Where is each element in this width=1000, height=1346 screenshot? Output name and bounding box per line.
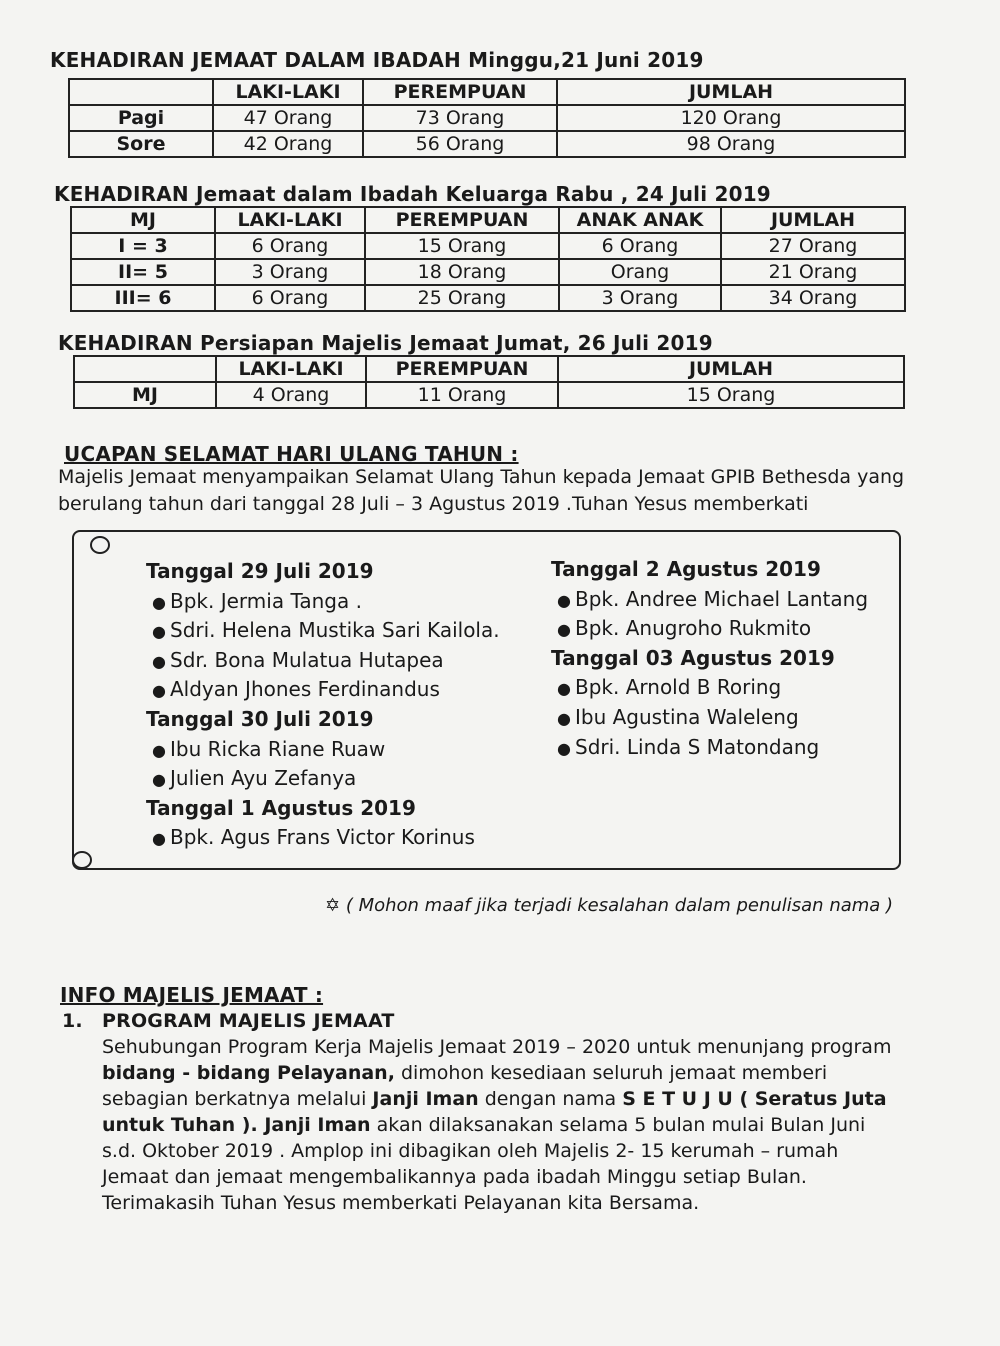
table-cell: 120 Orang [557,105,905,131]
table-cell: 6 Orang [215,233,365,259]
header-cell: JUMLAH [558,356,904,382]
apology-note-text: ( Mohon maaf jika terjadi kesalahan dalam penulisan nama ) [345,895,894,916]
program-line: sebagian berkatnya melalui Janji Iman dengan nama S E T U J U ( Seratus Juta [102,1088,887,1110]
table-cell: 73 Orang [363,105,557,131]
header-cell [74,356,216,382]
bullet-icon: ● [557,590,571,610]
birthday-heading: UCAPAN SELAMAT HARI ULANG TAHUN : [64,442,519,466]
table-cell: 6 Orang [559,233,721,259]
birthday-name: ● Aldyan Jhones Ferdinandus [146,675,500,705]
table-header-row [69,79,905,105]
bullet-icon: ● [557,620,571,640]
info-item-number: 1. [62,1010,83,1032]
attendance-sunday-heading: KEHADIRAN JEMAAT DALAM IBADAH Minggu,21 Juni 2019 [50,48,704,72]
table-row [71,285,905,311]
table-row [71,259,905,285]
table-header-row [74,356,904,382]
header-cell: LAKI-LAKI [215,207,365,233]
program-line: Terimakasih Tuhan Yesus memberkati Pelayanan kita Bersama. [102,1192,700,1214]
row-label: MJ [74,382,216,408]
table-cell: 25 Orang [365,285,559,311]
table-cell: 18 Orang [365,259,559,285]
bullet-icon: ● [152,740,166,760]
program-line: Sehubungan Program Kerja Majelis Jemaat 2019 – 2020 untuk menunjang program [102,1036,892,1058]
table-cell: 3 Orang [559,285,721,311]
birthday-left-column [146,557,500,853]
header-cell: PEREMPUAN [363,79,557,105]
birthday-name: ● Ibu Agustina Waleleng [551,703,868,733]
program-line: untuk Tuhan ). Janji Iman akan dilaksanakan selama 5 bulan mulai Bulan Juni [102,1114,866,1136]
attendance-council-heading: KEHADIRAN Persiapan Majelis Jemaat Jumat, 26 Juli 2019 [58,331,713,355]
header-cell: LAKI-LAKI [216,356,366,382]
birthday-name: ● Sdri. Linda S Matondang [551,733,868,763]
table-row [69,131,905,157]
apology-note [325,895,893,916]
table-cell: 6 Orang [215,285,365,311]
table-row [74,382,904,408]
row-label: III= 6 [71,285,215,311]
info-heading: INFO MAJELIS JEMAAT : [60,983,324,1007]
star-icon: ✡ [325,895,341,916]
table-cell: 11 Orang [366,382,558,408]
table-cell: 15 Orang [365,233,559,259]
table-cell: 42 Orang [213,131,363,157]
info-item-title: PROGRAM MAJELIS JEMAAT [102,1010,395,1032]
header-cell: ANAK ANAK [559,207,721,233]
birthday-date: Tanggal 03 Agustus 2019 [551,645,835,670]
birthday-date: Tanggal 29 Juli 2019 [146,559,374,583]
birthday-right-column [551,555,868,762]
table-cell: 47 Orang [213,105,363,131]
row-label: I = 3 [71,233,215,259]
bullet-icon: ● [152,592,166,612]
attendance-family-heading: KEHADIRAN Jemaat dalam Ibadah Keluarga Rabu , 24 Juli 2019 [54,182,771,206]
birthday-intro-line-2: berulang tahun dari tanggal 28 Juli – 3 Agustus 2019 .Tuhan Yesus memberkati [58,493,809,515]
bullet-icon: ● [152,681,166,701]
table-cell: 15 Orang [558,382,904,408]
bullet-icon: ● [152,829,166,849]
table-cell: 27 Orang [721,233,905,259]
program-paragraph [102,1034,898,1216]
table-header-row [71,207,905,233]
bullet-icon: ● [557,708,571,728]
scroll-curl-top-left [90,536,110,554]
row-label: Sore [69,131,213,157]
attendance-council-table [73,355,905,409]
bullet-icon: ● [152,651,166,671]
table-cell: Orang [559,259,721,285]
birthday-name: ● Bpk. Anugroho Rukmito [551,614,868,644]
birthday-name: ● Bpk. Arnold B Roring [551,673,868,703]
birthday-date: Tanggal 30 Juli 2019 [146,706,374,731]
bullet-icon: ● [557,738,571,758]
program-line: s.d. Oktober 2019 . Amplop ini dibagikan oleh Majelis 2- 15 kerumah – rumah [102,1140,839,1162]
header-cell: PEREMPUAN [366,356,558,382]
table-row [69,105,905,131]
birthday-name: ● Bpk. Jermia Tanga . [146,587,500,617]
birthday-name: ● Sdr. Bona Mulatua Hutapea [146,646,500,676]
table-cell: 3 Orang [215,259,365,285]
header-cell [69,79,213,105]
table-cell: 34 Orang [721,285,905,311]
bullet-icon: ● [152,770,166,790]
header-cell: MJ [71,207,215,233]
birthday-name: ● Ibu Ricka Riane Ruaw [146,735,500,765]
table-row [71,233,905,259]
birthday-intro-line-1: Majelis Jemaat menyampaikan Selamat Ulang Tahun kepada Jemaat GPIB Bethesda yang [58,466,905,488]
row-label: Pagi [69,105,213,131]
birthday-date: Tanggal 1 Agustus 2019 [146,795,416,820]
bullet-icon: ● [152,622,166,642]
program-line: Jemaat dan jemaat mengembalikannya pada ibadah Minggu setiap Bulan. [102,1166,807,1188]
table-cell: 56 Orang [363,131,557,157]
header-cell: PEREMPUAN [365,207,559,233]
scroll-curl-bottom-left [72,851,92,869]
header-cell: JUMLAH [721,207,905,233]
birthday-name: ● Bpk. Agus Frans Victor Korinus [146,823,500,853]
program-line: bidang - bidang Pelayanan, dimohon kesediaan seluruh jemaat memberi [102,1062,828,1084]
birthday-name: ● Julien Ayu Zefanya [146,764,500,794]
birthday-name: ● Bpk. Andree Michael Lantang [551,585,868,615]
header-cell: LAKI-LAKI [213,79,363,105]
birthday-date: Tanggal 2 Agustus 2019 [551,557,821,581]
bullet-icon: ● [557,679,571,699]
row-label: II= 5 [71,259,215,285]
table-cell: 4 Orang [216,382,366,408]
table-cell: 98 Orang [557,131,905,157]
attendance-family-table [70,206,906,312]
birthday-name: ● Sdri. Helena Mustika Sari Kailola. [146,616,500,646]
table-cell: 21 Orang [721,259,905,285]
header-cell: JUMLAH [557,79,905,105]
attendance-sunday-table [68,78,906,158]
